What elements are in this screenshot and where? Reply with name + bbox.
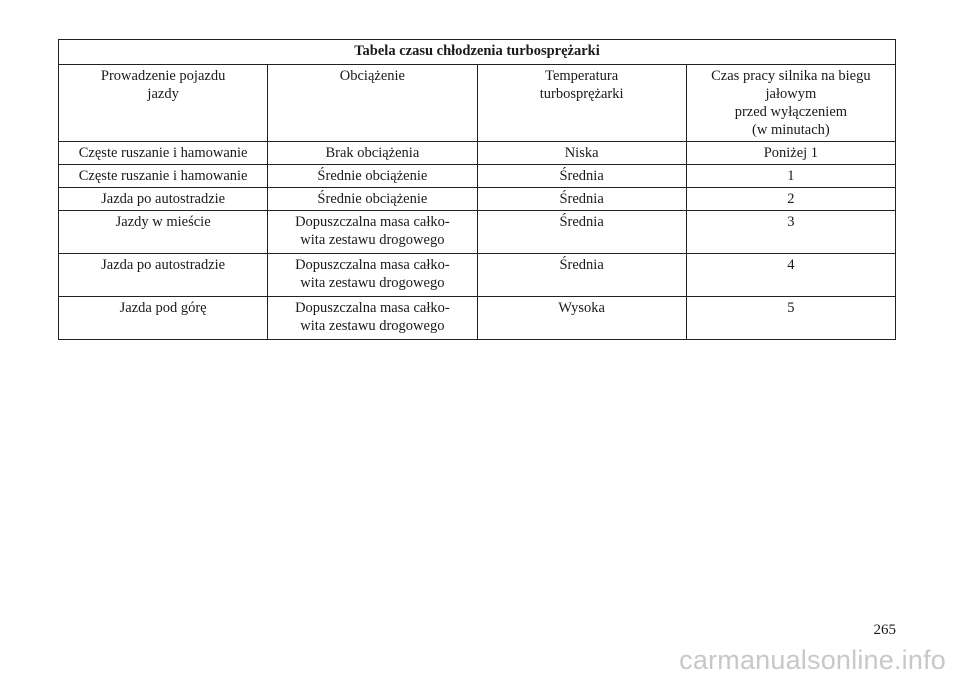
header-row bbox=[59, 65, 896, 142]
cell-temperature: Średnia bbox=[477, 188, 686, 211]
cell-load: Brak obciążenia bbox=[268, 142, 477, 165]
cell-idle-time: 2 bbox=[686, 188, 895, 211]
cell-temperature: Średnia bbox=[477, 165, 686, 188]
cell-load: Średnie obciążenie bbox=[268, 165, 477, 188]
cell-load: Średnie obciążenie bbox=[268, 188, 477, 211]
cell-driving: Jazdy w mieście bbox=[59, 211, 268, 254]
cell-load: Dopuszczalna masa całko- wita zestawu drogowego bbox=[268, 297, 477, 340]
table-row bbox=[59, 142, 896, 165]
table-row bbox=[59, 165, 896, 188]
cell-driving: Częste ruszanie i hamowanie bbox=[59, 142, 268, 165]
cell-load: Dopuszczalna masa całko- wita zestawu drogowego bbox=[268, 211, 477, 254]
cell-idle-time: 3 bbox=[686, 211, 895, 254]
cell-temperature: Średnia bbox=[477, 211, 686, 254]
cell-idle-time: 4 bbox=[686, 254, 895, 297]
cell-idle-time: 5 bbox=[686, 297, 895, 340]
table-row bbox=[59, 211, 896, 254]
cell-driving: Jazda po autostradzie bbox=[59, 254, 268, 297]
header-turbo-temperature: Temperatura turbosprężarki bbox=[477, 65, 686, 142]
header-idle-time: Czas pracy silnika na biegu jałowym przed wyłączeniem (w minutach) bbox=[686, 65, 895, 142]
watermark: carmanualsonline.info bbox=[679, 645, 946, 675]
cell-temperature: Wysoka bbox=[477, 297, 686, 340]
cell-temperature: Średnia bbox=[477, 254, 686, 297]
table-row bbox=[59, 254, 896, 297]
page-number: 265 bbox=[873, 622, 896, 638]
cell-driving: Jazda pod górę bbox=[59, 297, 268, 340]
cell-temperature: Niska bbox=[477, 142, 686, 165]
table-row bbox=[59, 297, 896, 340]
cell-load: Dopuszczalna masa całko- wita zestawu drogowego bbox=[268, 254, 477, 297]
header-driving: Prowadzenie pojazdu jazdy bbox=[59, 65, 268, 142]
cell-driving: Jazda po autostradzie bbox=[59, 188, 268, 211]
turbo-cooling-table bbox=[58, 39, 896, 340]
cell-driving: Częste ruszanie i hamowanie bbox=[59, 165, 268, 188]
table-title: Tabela czasu chłodzenia turbosprężarki bbox=[59, 40, 896, 65]
cell-idle-time: 1 bbox=[686, 165, 895, 188]
header-load: Obciążenie bbox=[268, 65, 477, 142]
cell-idle-time: Poniżej 1 bbox=[686, 142, 895, 165]
table-row bbox=[59, 188, 896, 211]
